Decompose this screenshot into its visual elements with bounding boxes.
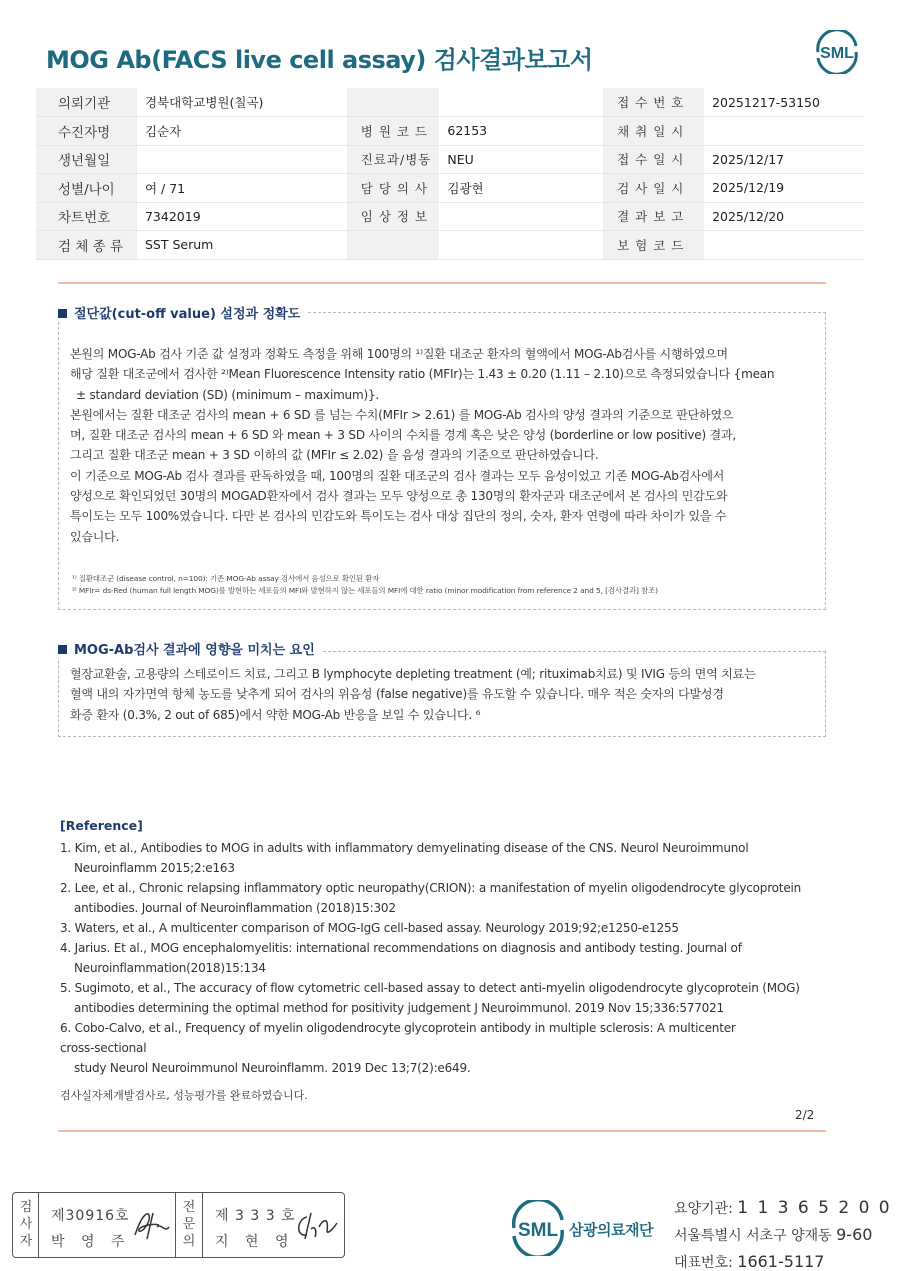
info-label: 생년월일: [36, 145, 137, 174]
info-label: 의뢰기관: [36, 88, 137, 117]
info-label: 성별/나이: [36, 174, 137, 203]
reference-item: 1. Kim, et al., Antibodies to MOG in adults with inflammatory demyelinating disease of the CNS. Neurol Neuroimmunol: [60, 841, 749, 855]
specialist-signature-icon: [293, 1209, 339, 1243]
reference-heading: [Reference]: [60, 818, 143, 833]
divider-top: [58, 282, 826, 284]
info-value: 2025/12/17: [704, 145, 864, 174]
info-row: [36, 174, 864, 203]
info-row: [36, 88, 864, 117]
info-label: [347, 231, 440, 260]
info-row: [36, 202, 864, 231]
specialist-name: 지 현 영: [215, 1234, 295, 1250]
tester-name: 박 영 주: [51, 1234, 131, 1250]
reference-item: Neuroinflammation(2018)15:134: [74, 961, 266, 975]
info-row: [36, 145, 864, 174]
specialist-license-number: 제 3 3 3 호: [215, 1208, 296, 1224]
info-value: [704, 117, 864, 146]
organization-name: 삼광의료재단: [569, 1221, 653, 1239]
info-label: 보 험 코 드: [603, 231, 704, 260]
tester-signature-icon: [131, 1207, 171, 1243]
reference-item: 6. Cobo-Calvo, et al., Frequency of myelin oligodendrocyte glycoprotein antibody in multiple sclerosis: A multicenter: [60, 1021, 736, 1035]
reference-item: 3. Waters, et al., A multicenter comparison of MOG-IgG cell-based assay. Neurology 2019;92;e1250-e1255: [60, 921, 679, 935]
info-label: 임 상 정 보: [347, 202, 440, 231]
info-label: 차트번호: [36, 202, 137, 231]
validation-note: 검사실자체개발검사로, 성능평가를 완료하였습니다.: [60, 1089, 308, 1102]
reference-item: 5. Sugimoto, et al., The accuracy of flow cytometric cell-based assay to detect anti-myelin oligodendrocyte glycoprotein (MOG): [60, 981, 800, 995]
info-label: 결 과 보 고: [603, 202, 704, 231]
specialist-label: 전 문 의: [182, 1200, 196, 1249]
organization-info: 요양기관: 1 1 3 6 5 2 0 0 서울특별시 서초구 양재동 9-60 대표번호: 1661-5117: [674, 1198, 892, 1271]
section-factors-text: 혈장교환술, 고용량의 스테로이드 치료, 그리고 B lymphocyte depleting treatment (예; rituximab치료) 및 IVIG 등의 면역 치료는 혈액 내의 자가면역 항체 농도를 낮추게 되어 검사의 위음성 (false negative)를 유도할 수 있습니다. 매우 적은 숫자의 다발성경 화증 환자 (0.3%, 2 out of 685)에서 약한 MOG-Ab 반응을 보일 수 있습니다. ⁶: [70, 667, 756, 722]
info-value: 경북대학교병원(칠곡): [137, 88, 347, 117]
info-row: [36, 231, 864, 260]
info-value: 여 / 71: [137, 174, 347, 203]
reference-list: [60, 838, 830, 1078]
page-title: MOG Ab(FACS live cell assay) 검사결과보고서: [46, 46, 593, 74]
info-value: [439, 88, 603, 117]
reference-item: cross-sectional: [60, 1041, 147, 1055]
page-number: 2/2: [795, 1108, 815, 1122]
info-value: 20251217-53150: [704, 88, 864, 117]
info-value: 김광현: [439, 174, 603, 203]
section-factors-heading: MOG-Ab검사 결과에 영향을 미치는 요인: [58, 639, 323, 658]
square-bullet-icon: [58, 645, 67, 654]
patient-info-table: [36, 88, 864, 260]
info-row: [36, 117, 864, 146]
info-label: [347, 88, 440, 117]
tester-label: 검 사 자: [19, 1200, 33, 1249]
section-cutoff-heading: 절단값(cut-off value) 설정과 정확도: [58, 303, 308, 322]
info-value: [439, 231, 603, 260]
info-value: 7342019: [137, 202, 347, 231]
info-value: [704, 231, 864, 260]
info-label: 접 수 번 호: [603, 88, 704, 117]
info-value: 2025/12/20: [704, 202, 864, 231]
reference-item: 4. Jarius. Et al., MOG encephalomyelitis: international recommendations on diagnosis and antibody testing. Journal of: [60, 941, 742, 955]
info-label: 검 체 종 류: [36, 231, 137, 260]
info-label: 채 취 일 시: [603, 117, 704, 146]
info-label: 수진자명: [36, 117, 137, 146]
reference-item: antibodies determining the optimal method for positivity judgement J Neuroimmunol. 2019 Nov 15;336:577021: [74, 1001, 724, 1015]
info-value: 2025/12/19: [704, 174, 864, 203]
signature-box: [12, 1192, 345, 1258]
section-cutoff-text: 본원의 MOG-Ab 검사 기준 값 설정과 정확도 측정을 위해 100명의 ¹⁾질환 대조군 환자의 혈액에서 MOG-Ab검사를 시행하였으며 해당 질환 대조군에서 검사한 ²⁾Mean Fluorescence Intensity ratio (MFIr)는 1.43 ± 0.20 (1.11 – 2.10)으로 측정되었습니다 {mean ± standard deviation (SD) (minimum – maximum)}. 본원에서는 질환 대조군 검사의 mean + 6 SD 를 넘는 수치(MFIr > 2.61) 를 MOG-Ab 검사의 양성 결과의 기준으로 판단하였으 며, 질환 대조군 검사의 mean + 6 SD 와 mean + 3 SD 사이의 수치를 경계 혹은 낮은 양성 (borderline or low positive) 결과, 그리고 질환 대조군 mean + 3 SD 이하의 값 (MFIr ≤ 2.02) 을 음성 결과의 기준으로 판단하였습니다. 이 기준으로 MOG-Ab 검사 결과를 판독하였을 때, 100명의 질환 대조군의 검사 결과는 모두 음성이었고 기존 MOG-Ab검사에서 양성으로 확인되었던 30명의 MOGAD환자에서 검사 결과는 모두 양성으로 총 130명의 환자군과 대조군에서 본 검사의 민감도와 특이도는 모두 100%였습니다. 다만 본 검사의 민감도와 특이도는 검사 대상 집단의 정의, 숫자, 환자 연령에 따라 차이가 있을 수 있습니다.: [70, 347, 775, 544]
reference-item: antibodies. Journal of Neuroinflammation (2018)15:302: [74, 901, 396, 915]
info-label: 검 사 일 시: [603, 174, 704, 203]
divider-bottom: [58, 1130, 826, 1132]
info-value: SST Serum: [137, 231, 347, 260]
info-label: 담 당 의 사: [347, 174, 440, 203]
info-label: 진료과/병동: [347, 145, 440, 174]
info-value: [137, 145, 347, 174]
sml-footer-logo-icon: [508, 1200, 568, 1256]
square-bullet-icon: [58, 309, 67, 318]
section-cutoff-footnotes: ¹⁾ 질환대조군 (disease control, n=100): 기존 MOG-Ab assay 검사에서 음성으로 확인된 환자 ²⁾ MFIr= ds-Red (human full length MOG)를 발현하는 세포들의 MFI와 발현하지 않는 세포들의 MFI에 대한 ratio (minor modification from reference 2 and 5, [검사결과] 참조): [72, 574, 658, 595]
info-value: 김순자: [137, 117, 347, 146]
info-value: [439, 202, 603, 231]
info-value: 62153: [439, 117, 603, 146]
info-label: 접 수 일 시: [603, 145, 704, 174]
reference-item: study Neurol Neuroimmunol Neuroinflamm. 2019 Dec 13;7(2):e649.: [74, 1061, 471, 1075]
reference-item: 2. Lee, et al., Chronic relapsing inflammatory optic neuropathy(CRION): a manifestation of myelin oligodendrocyte glycoprotein: [60, 881, 802, 895]
tester-license-number: 제30916호: [51, 1208, 130, 1224]
info-label: 병 원 코 드: [347, 117, 440, 146]
reference-item: Neuroinflamm 2015;2:e163: [74, 861, 235, 875]
sml-logo-icon: [812, 30, 862, 74]
footer-logo-text: SML: [517, 1220, 559, 1241]
logo-text: SML: [820, 45, 854, 62]
info-value: NEU: [439, 145, 603, 174]
